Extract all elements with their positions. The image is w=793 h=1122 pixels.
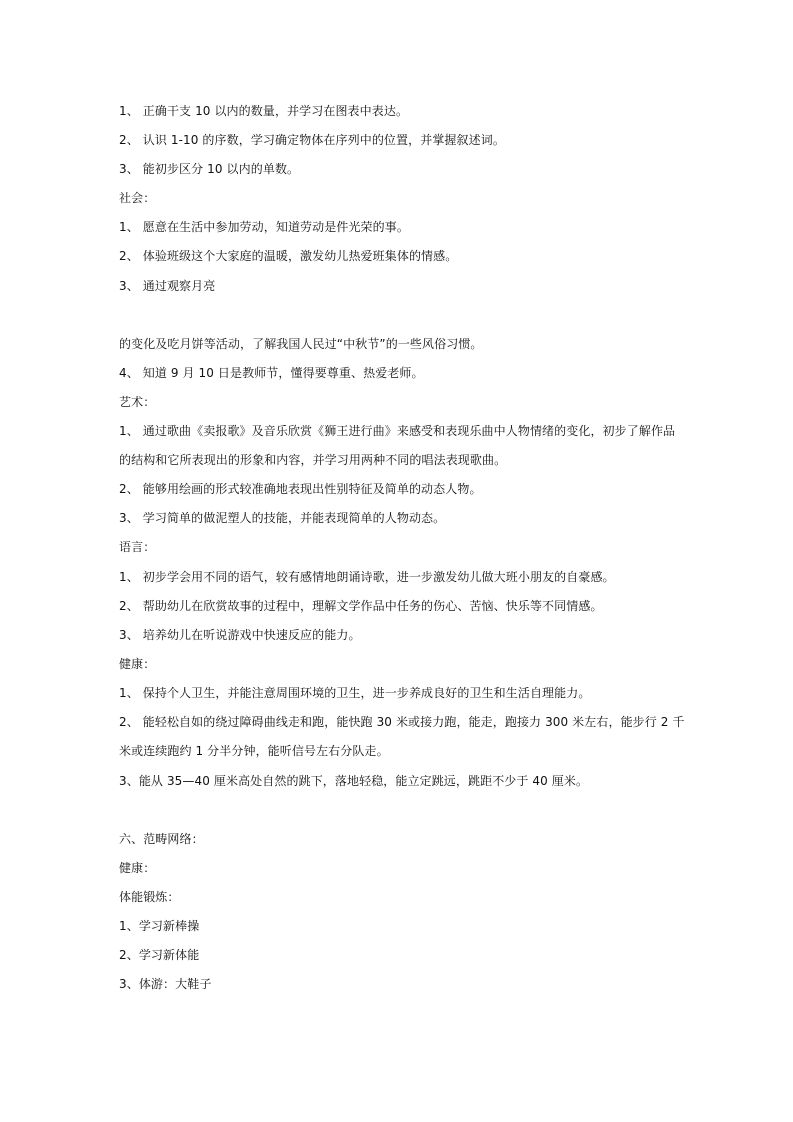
text-line: 3、 通过观察月亮	[119, 279, 216, 293]
text-line: 的结构和它所表现出的形象和内容，并学习用两种不同的唱法表现歌曲。	[119, 453, 507, 467]
text-line: 的变化及吃月饼等活动，了解我国人民过“中秋节”的一些风俗习惯。	[119, 337, 483, 351]
text-line: 1、 愿意在生活中参加劳动，知道劳动是件光荣的事。	[119, 220, 409, 234]
text-line: 2、 能轻松自如的绕过障碍曲线走和跑，能快跑 30 米或接力跑，能走，跑接力 300 米左右，能步行 2 千	[119, 715, 685, 729]
section-heading-health: 健康：	[119, 657, 156, 671]
text-line: 3、能从 35—40 厘米高处自然的跳下，落地轻稳，能立定跳远，跳距不少于 40 厘米。	[119, 774, 589, 788]
text-line: 2、 能够用绘画的形式较准确地表现出性别特征及简单的动态人物。	[119, 482, 482, 496]
section-heading-network: 六、范畴网络：	[119, 832, 204, 846]
text-line: 3、 学习简单的做泥塑人的技能，并能表现简单的人物动态。	[119, 511, 446, 525]
text-line: 3、 能初步区分 10 以内的单数。	[119, 162, 300, 176]
text-line: 1、 通过歌曲《卖报歌》及音乐欣赏《狮王进行曲》来感受和表现乐曲中人物情绪的变化，初步了解作品	[119, 424, 676, 438]
text-line: 2、学习新体能	[119, 948, 200, 962]
subheading-fitness: 体能锻炼：	[119, 890, 180, 904]
text-line: 2、 认识 1-10 的序数，学习确定物体在序列中的位置，并掌握叙述词。	[119, 133, 505, 147]
text-line: 1、 正确干支 10 以内的数量，并学习在图表中表达。	[119, 104, 409, 118]
text-line: 1、 保持个人卫生，并能注意周围环境的卫生，进一步养成良好的卫生和生活自理能力。	[119, 686, 591, 700]
section-heading-social: 社会：	[119, 191, 156, 205]
text-line: 1、学习新棒操	[119, 919, 200, 933]
section-heading-language: 语言：	[119, 540, 156, 554]
text-line: 米或连续跑约 1 分半分钟，能听信号左右分队走。	[119, 744, 389, 758]
text-line: 1、 初步学会用不同的语气，较有感情地朗诵诗歌，进一步激发幼儿做大班小朋友的自豪感。	[119, 570, 615, 584]
text-line: 2、 体验班级这个大家庭的温暖，激发幼儿热爱班集体的情感。	[119, 249, 458, 263]
text-line: 3、体游：大鞋子	[119, 977, 212, 991]
subheading-health: 健康：	[119, 861, 156, 875]
section-heading-art: 艺术：	[119, 395, 156, 409]
text-line: 3、 培养幼儿在听说游戏中快速反应的能力。	[119, 628, 361, 642]
text-line: 4、 知道 9 月 10 日是教师节，懂得要尊重、热爱老师。	[119, 366, 424, 380]
text-line: 2、 帮助幼儿在欣赏故事的过程中，理解文学作品中任务的伤心、苦恼、快乐等不同情感。	[119, 599, 603, 613]
